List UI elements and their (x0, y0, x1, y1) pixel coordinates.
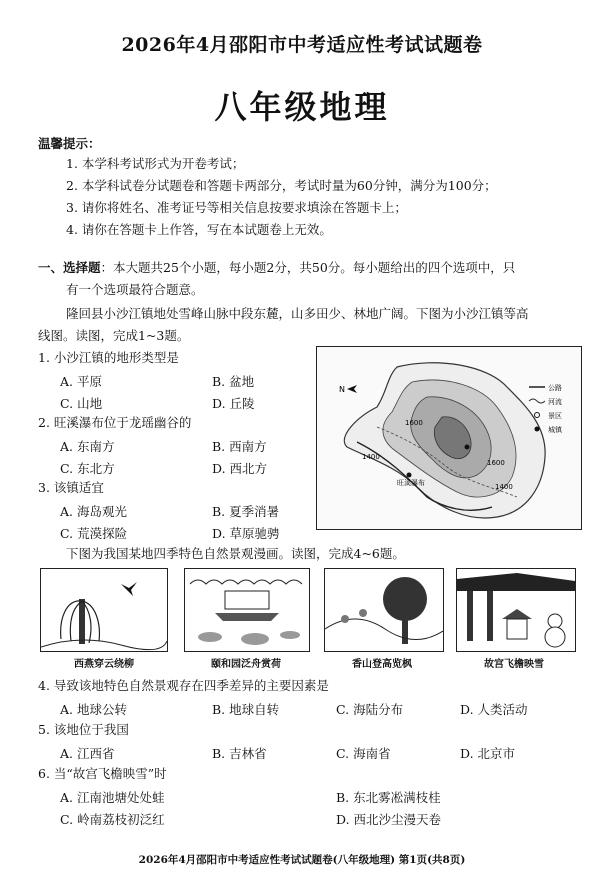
option[interactable]: B. 夏季消暑 (212, 504, 280, 519)
question-stem: 2. 旺溪瀑布位于龙瑶幽谷的 (38, 415, 192, 430)
scene-caption: 颐和园泛舟赏荷 (211, 659, 281, 670)
option[interactable]: A. 平原 (60, 374, 102, 389)
legend-river: 河流 (548, 398, 562, 406)
option[interactable]: D. 草原驰骋 (212, 526, 280, 541)
option[interactable]: A. 地球公转 (60, 702, 127, 717)
maple-tree-icon (325, 569, 443, 651)
question-stem: 3. 该镇适宜 (38, 480, 104, 495)
option[interactable]: B. 吉林省 (212, 746, 267, 761)
option[interactable]: B. 地球自转 (212, 702, 280, 717)
scene-summer (184, 568, 310, 652)
section-desc: ：本大题共25个小题，每小题2分，共50分。每小题给出的四个选项中，只 (100, 260, 516, 275)
section-desc-2: 有一个选项最符合题意。 (66, 282, 204, 297)
option[interactable]: C. 东北方 (60, 461, 115, 476)
legend-road: 公路 (548, 384, 562, 392)
option[interactable]: D. 西北沙尘漫天卷 (336, 812, 442, 827)
contour-map-drawing (317, 347, 581, 529)
notice-item: 3. 请你将姓名、准考证号等相关信息按要求填涂在答题卡上； (66, 200, 407, 215)
scenic-marker (465, 445, 470, 450)
notice-item: 2. 本学科试卷分试题卷和答题卡两部分，考试时量为60分钟，满分为100分； (66, 178, 497, 193)
option[interactable]: A. 江西省 (60, 746, 115, 761)
palace-snowman-icon (457, 569, 575, 651)
option[interactable]: A. 江南池塘处处蛙 (60, 790, 165, 805)
notice-heading: 温馨提示： (38, 136, 101, 151)
option[interactable]: B. 西南方 (212, 439, 267, 454)
page-footer: 2026年4月邵阳市中考适应性考试试题卷(八年级地理) 第1页(共8页) (138, 854, 466, 866)
boat-lotus-icon (185, 569, 309, 651)
question-stem: 4. 导致该地特色自然景观存在四季差异的主要因素是 (38, 678, 329, 693)
option[interactable]: C. 岭南荔枝初泛红 (60, 812, 165, 827)
waterfall-label: 旺溪瀑布 (397, 479, 425, 487)
option[interactable]: D. 北京市 (460, 746, 516, 761)
scene-spring (40, 568, 168, 652)
notice-item: 4. 请你在答题卡上作答，写在本试题卷上无效。 (66, 222, 332, 237)
contour-label: 1400 (495, 483, 513, 491)
question-stem: 1. 小沙江镇的地形类型是 (38, 350, 179, 365)
scene-autumn (324, 568, 444, 652)
contour-label: 1600 (487, 459, 505, 467)
option[interactable]: C. 海南省 (336, 746, 391, 761)
section-label: 一、选择题 (38, 260, 101, 275)
town-marker (407, 473, 412, 478)
contour-label: 1400 (362, 453, 380, 461)
option[interactable]: D. 西北方 (212, 461, 268, 476)
scene-caption: 故宫飞檐映雪 (484, 659, 544, 670)
option[interactable]: A. 海岛观光 (60, 504, 127, 519)
scene-caption: 西燕穿云绕柳 (74, 659, 134, 670)
scene-winter (456, 568, 576, 652)
scene-caption: 香山登高览枫 (352, 659, 412, 670)
notice-item: 1. 本学科考试形式为开卷考试； (66, 156, 245, 171)
option[interactable]: D. 丘陵 (212, 396, 255, 411)
option[interactable]: B. 东北雾凇满枝桂 (336, 790, 441, 805)
option[interactable]: C. 荒漠探险 (60, 526, 128, 541)
exam-title: 2026年4月邵阳市中考适应性考试试题卷 (121, 34, 483, 56)
passage-1: 隆回县小沙江镇地处雪峰山脉中段东麓，山多田少、林地广阔。下图为小沙江镇等高 (66, 306, 529, 321)
question-stem: 5. 该地位于我国 (38, 722, 129, 737)
section-intro (38, 260, 515, 276)
option[interactable]: A. 东南方 (60, 439, 115, 454)
contour-map (316, 346, 582, 530)
question-stem: 6. 当“故宫飞檐映雪”时 (38, 766, 167, 781)
contour-label: 1600 (405, 419, 423, 427)
option[interactable]: D. 人类活动 (460, 702, 528, 717)
option[interactable]: C. 山地 (60, 396, 103, 411)
willow-swallow-icon (41, 569, 167, 651)
north-arrow-icon (347, 385, 357, 393)
legend-town: 城镇 (548, 426, 562, 434)
legend-scenic: 景区 (548, 412, 562, 420)
option[interactable]: B. 盆地 (212, 374, 255, 389)
passage-1b: 线图。读图，完成1~3题。 (38, 328, 190, 343)
subject-title: 八年级地理 (214, 88, 390, 126)
passage-2: 下图为我国某地四季特色自然景观漫画。读图，完成4~6题。 (66, 546, 405, 561)
option[interactable]: C. 海陆分布 (336, 702, 404, 717)
north-label: N (339, 385, 345, 394)
